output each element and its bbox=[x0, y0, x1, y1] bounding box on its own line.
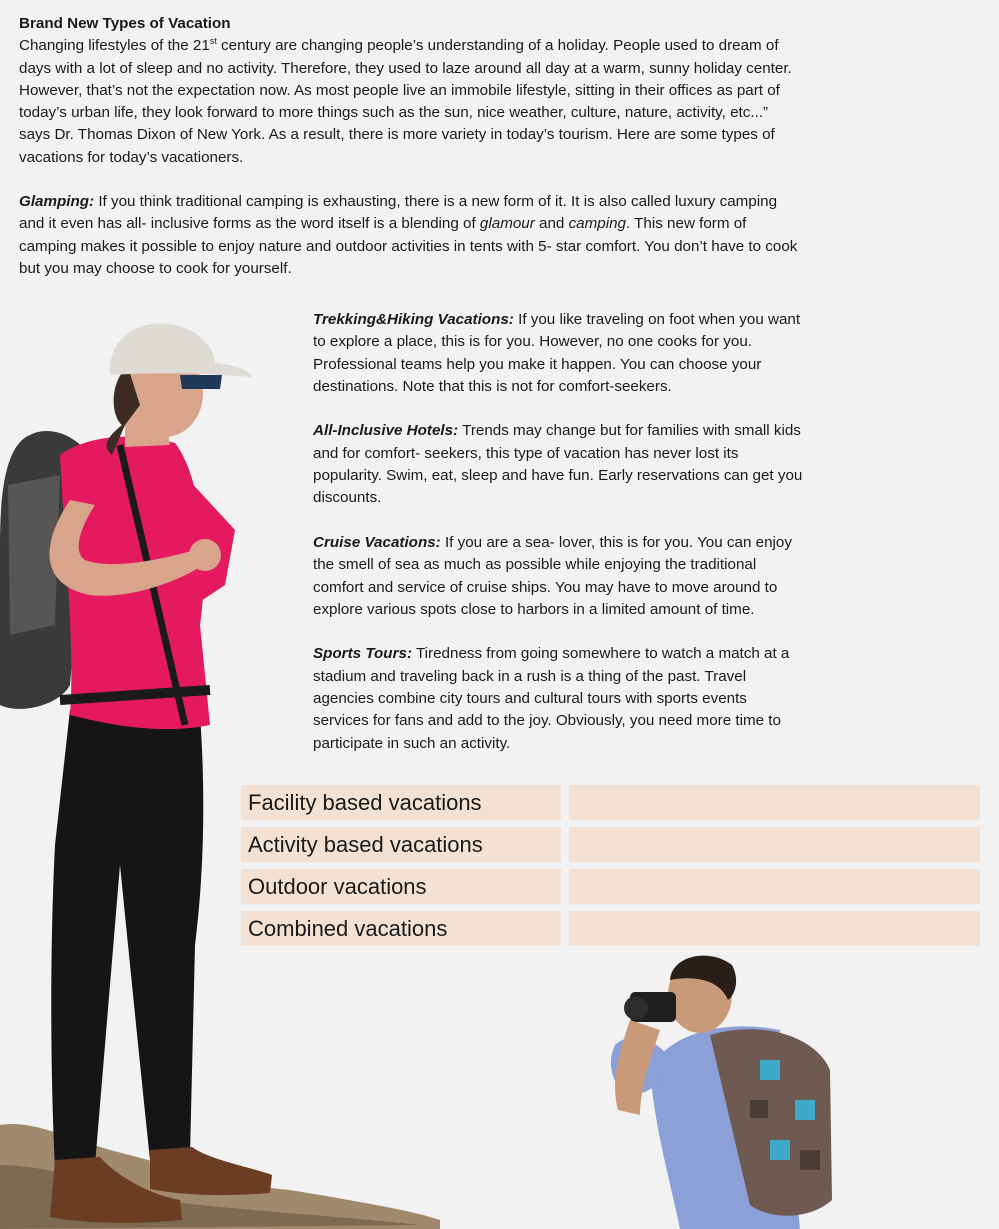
category-row bbox=[241, 827, 981, 862]
photographer-illustration bbox=[600, 950, 850, 1229]
category-answer-field[interactable] bbox=[569, 827, 980, 862]
glamping-and: and bbox=[534, 215, 569, 233]
glamping-paragraph bbox=[19, 191, 799, 280]
vacation-categories-table bbox=[241, 785, 981, 953]
category-row bbox=[241, 911, 981, 946]
glamour-word: glamour bbox=[479, 215, 535, 233]
category-label: Outdoor vacations bbox=[241, 869, 561, 904]
category-answer-field[interactable] bbox=[569, 869, 980, 904]
category-row bbox=[241, 869, 981, 904]
hiker-illustration bbox=[0, 305, 440, 1229]
category-row bbox=[241, 785, 981, 820]
pants bbox=[51, 710, 203, 1170]
intro-paragraph bbox=[19, 35, 799, 169]
glamping-label: Glamping: bbox=[19, 193, 95, 211]
intro-text-end: century are changing people’s understanding of a holiday. People used to dream of days with a lot of sleep and no activity. Therefore, they used to laze around all day at a warm, sunny holiday center. However, that’s not the expectation now. As most people live an immobile lifestyle, sitting in their offices as part of today’s urban life, they look forward to more things such as the sun, nice weather, culture, nature, activity, etc...” says Dr. Thomas Dixon of New York. As a result, there is more variety in today’s tourism. Here are some types of vacations for today’s vacationers. bbox=[19, 37, 792, 166]
entry-label: Cruise Vacations: bbox=[313, 533, 441, 551]
intro-text-start: Changing lifestyles of the 21 bbox=[19, 37, 210, 55]
entry-label: Sports Tours: bbox=[313, 645, 413, 663]
ordinal-suffix: st bbox=[209, 36, 217, 47]
entry-text: If you are a sea- lover, this is for you. You can enjoy the smell of sea as much as possible while enjoying the traditional comfort and service of cruise ships. You may have to move around to explore various spots close to harbors in a limited amount of time. bbox=[313, 533, 792, 618]
entry-text: If you like traveling on foot when you want to explore a place, this is for you. However, no one cooks for you. Professional teams help you make it happen. You can choose your destinations. Note that this is not for comfort-seekers. bbox=[313, 311, 801, 395]
cap bbox=[110, 323, 252, 377]
entry-text: Trends may change but for families with small kids and for comfort- seekers, this type of vacation has never lost its popularity. Swim, eat, sleep and have fun. Early reservations can get you discounts. bbox=[313, 422, 803, 507]
category-label: Facility based vacations bbox=[241, 785, 561, 820]
camping-word: camping bbox=[568, 215, 626, 233]
glamping-text-start: If you think traditional camping is exhausting, there is a new form of it. It is also called luxury camping and it even has all- inclusive forms as the word itself is a blending of bbox=[19, 193, 778, 233]
intro-section bbox=[19, 13, 799, 280]
category-label: Activity based vacations bbox=[241, 827, 561, 862]
category-answer-field[interactable] bbox=[569, 785, 980, 820]
article-title: Brand New Types of Vacation bbox=[19, 15, 231, 32]
entry-label: Trekking&Hiking Vacations: bbox=[313, 311, 514, 328]
entry-text: Tiredness from going somewhere to watch a match at a stadium and traveling back in a rush is a thing of the past. Travel agencies combine city tours and cultural tours with sports events services for fans and add to the joy. Obviously, you need more time to participate in such an activity. bbox=[313, 645, 790, 752]
glamping-text-end: . This new form of camping makes it possible to enjoy nature and outdoor activities in tents with 5- star comfort. You don’t have to cook but you may choose to cook for yourself. bbox=[19, 215, 798, 277]
entry-label: All-Inclusive Hotels: bbox=[313, 422, 459, 440]
category-answer-field[interactable] bbox=[569, 911, 980, 946]
category-label: Combined vacations bbox=[241, 911, 561, 946]
